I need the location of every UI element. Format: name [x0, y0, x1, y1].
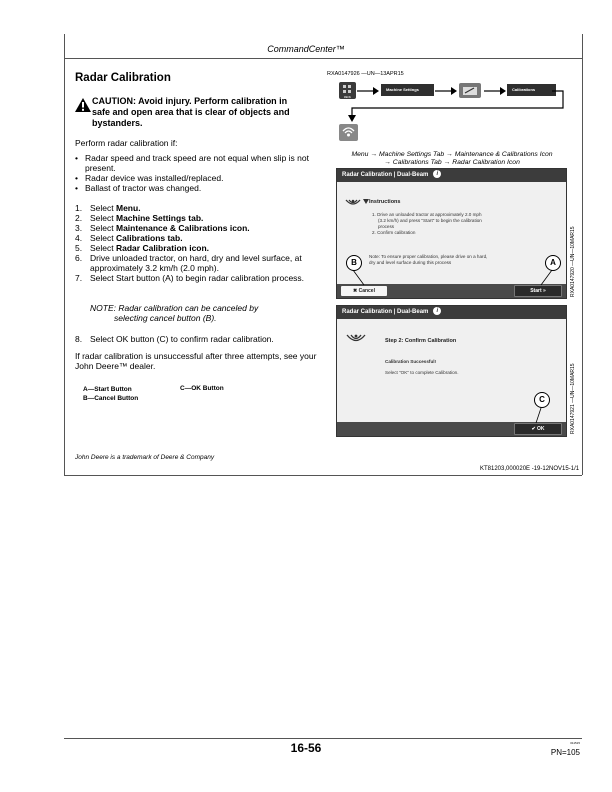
dealer-note: If radar calibration is unsuccessful after three attempts, see your John Deere™ dealer.: [75, 351, 317, 371]
legend-cancel-button: B—Cancel Button: [83, 395, 139, 402]
step-list: [75, 203, 325, 283]
condition-list: [75, 153, 325, 193]
document-code: KT81203,000020E -19-12NOV15-1/1: [480, 466, 580, 472]
step-item: 5. Select Radar Calibration icon.: [75, 243, 210, 253]
ok-button[interactable]: ✔ OK: [514, 423, 562, 435]
section-title: Radar Calibration: [75, 72, 171, 84]
step-item: 8. Select OK button (C) to confirm radar calibration.: [75, 334, 274, 344]
footer-rule: [64, 738, 582, 739]
header-bottom-rule: [64, 58, 582, 59]
page-number: 16-56: [290, 741, 322, 755]
flow-return-arrow-icon: [338, 86, 566, 124]
header-title: CommandCenter™: [267, 44, 345, 54]
print-code: 011515: [570, 741, 580, 745]
step-item: 2. Select Machine Settings tab.: [75, 213, 204, 223]
intro-text: Perform radar calibration if:: [75, 138, 178, 148]
callout-leader-lines: [337, 169, 566, 298]
confirm-calibration-screen: [336, 305, 567, 437]
machine-settings-tab: Machine Settings: [381, 84, 434, 96]
step-item: 1. Select Menu.: [75, 203, 141, 213]
legend-left: [83, 385, 138, 403]
legend-ok-button: C—OK Button: [180, 385, 224, 392]
callout-c: C: [534, 392, 550, 408]
callout-b: B: [346, 255, 362, 271]
list-item: • Radar device was installed/replaced.: [75, 173, 325, 183]
info-icon[interactable]: i: [433, 307, 441, 315]
calibrations-tab: Calibrations: [507, 84, 556, 96]
legend-start-button: A—Start Button: [83, 386, 132, 393]
figure-id-side: RXA0147920 —UN—10MAR15: [570, 226, 576, 297]
surface-note: Note: To ensure proper calibration, please drive on a hard, dry and level surface during this process: [369, 254, 488, 265]
step-item: 3. Select Maintenance & Calibrations icon.: [75, 223, 250, 233]
step-item: 4. Select Calibrations tab.: [75, 233, 183, 243]
confirm-heading: Step 2: Confirm Calibration: [385, 338, 457, 344]
content-left-rule: [64, 58, 65, 475]
screen-title-bar: Radar Calibration | Dual-Beam i: [337, 306, 566, 319]
screen-title-bar: Radar Calibration | Dual-Beam i: [337, 169, 566, 182]
figure-id-side: RXA0147921 —UN—10MAR15: [570, 363, 576, 434]
info-icon[interactable]: i: [433, 170, 441, 178]
content-bottom-rule: [64, 475, 582, 476]
navigation-path: Menu → Machine Settings Tab → Maintenance & Calibrations Icon → Calibrations Tab → Radar Calibration Icon: [351, 151, 553, 166]
trademark-note: John Deere is a trademark of Deere & Company: [75, 454, 215, 461]
success-message: Calibration Successful!: [385, 359, 437, 364]
ok-instruction: Select "OK" to complete Calibration.: [385, 370, 459, 375]
cancel-button[interactable]: ✖ Cancel: [341, 286, 387, 296]
instructions-heading: Instructions: [369, 199, 401, 205]
note-text: NOTE: Radar calibration can be canceled by selecting cancel button (B).: [90, 303, 259, 323]
callout-a: A: [545, 255, 561, 271]
step-item: 7. Select Start button (A) to begin radar calibration process.: [75, 273, 305, 283]
list-item: • Ballast of tractor was changed.: [75, 183, 325, 193]
radar-calibration-tile: [339, 124, 358, 141]
radar-icon: [339, 124, 358, 141]
figure-id: RXA0147926 —UN—13APR15: [327, 71, 404, 77]
calibration-instructions-screen: [336, 168, 567, 299]
instructions-text: 1. Drive an unloaded tractor at approximately 2.0 mph (3.2 km/h) and press "Start" to begin the calibration process 2. Confirm calibration: [372, 212, 482, 235]
menu-tile-label: MENU: [343, 96, 352, 99]
step-item: 6. Drive unloaded tractor, on hard, dry and level surface, at approximately 3.2 km/h (2.0 mph).: [75, 253, 302, 273]
caution-triangle-icon: [75, 98, 91, 112]
part-number: PN=105: [550, 748, 580, 757]
list-item: • Radar speed and track speed are not equal when slip is not present.: [75, 153, 325, 173]
caution-text: CAUTION: Avoid injury. Perform calibration in safe and open area that is clear of objects and bystanders.: [92, 96, 290, 128]
content-right-rule: [582, 58, 583, 475]
start-button[interactable]: Start »: [514, 285, 562, 297]
callout-leader-lines: [337, 306, 566, 436]
